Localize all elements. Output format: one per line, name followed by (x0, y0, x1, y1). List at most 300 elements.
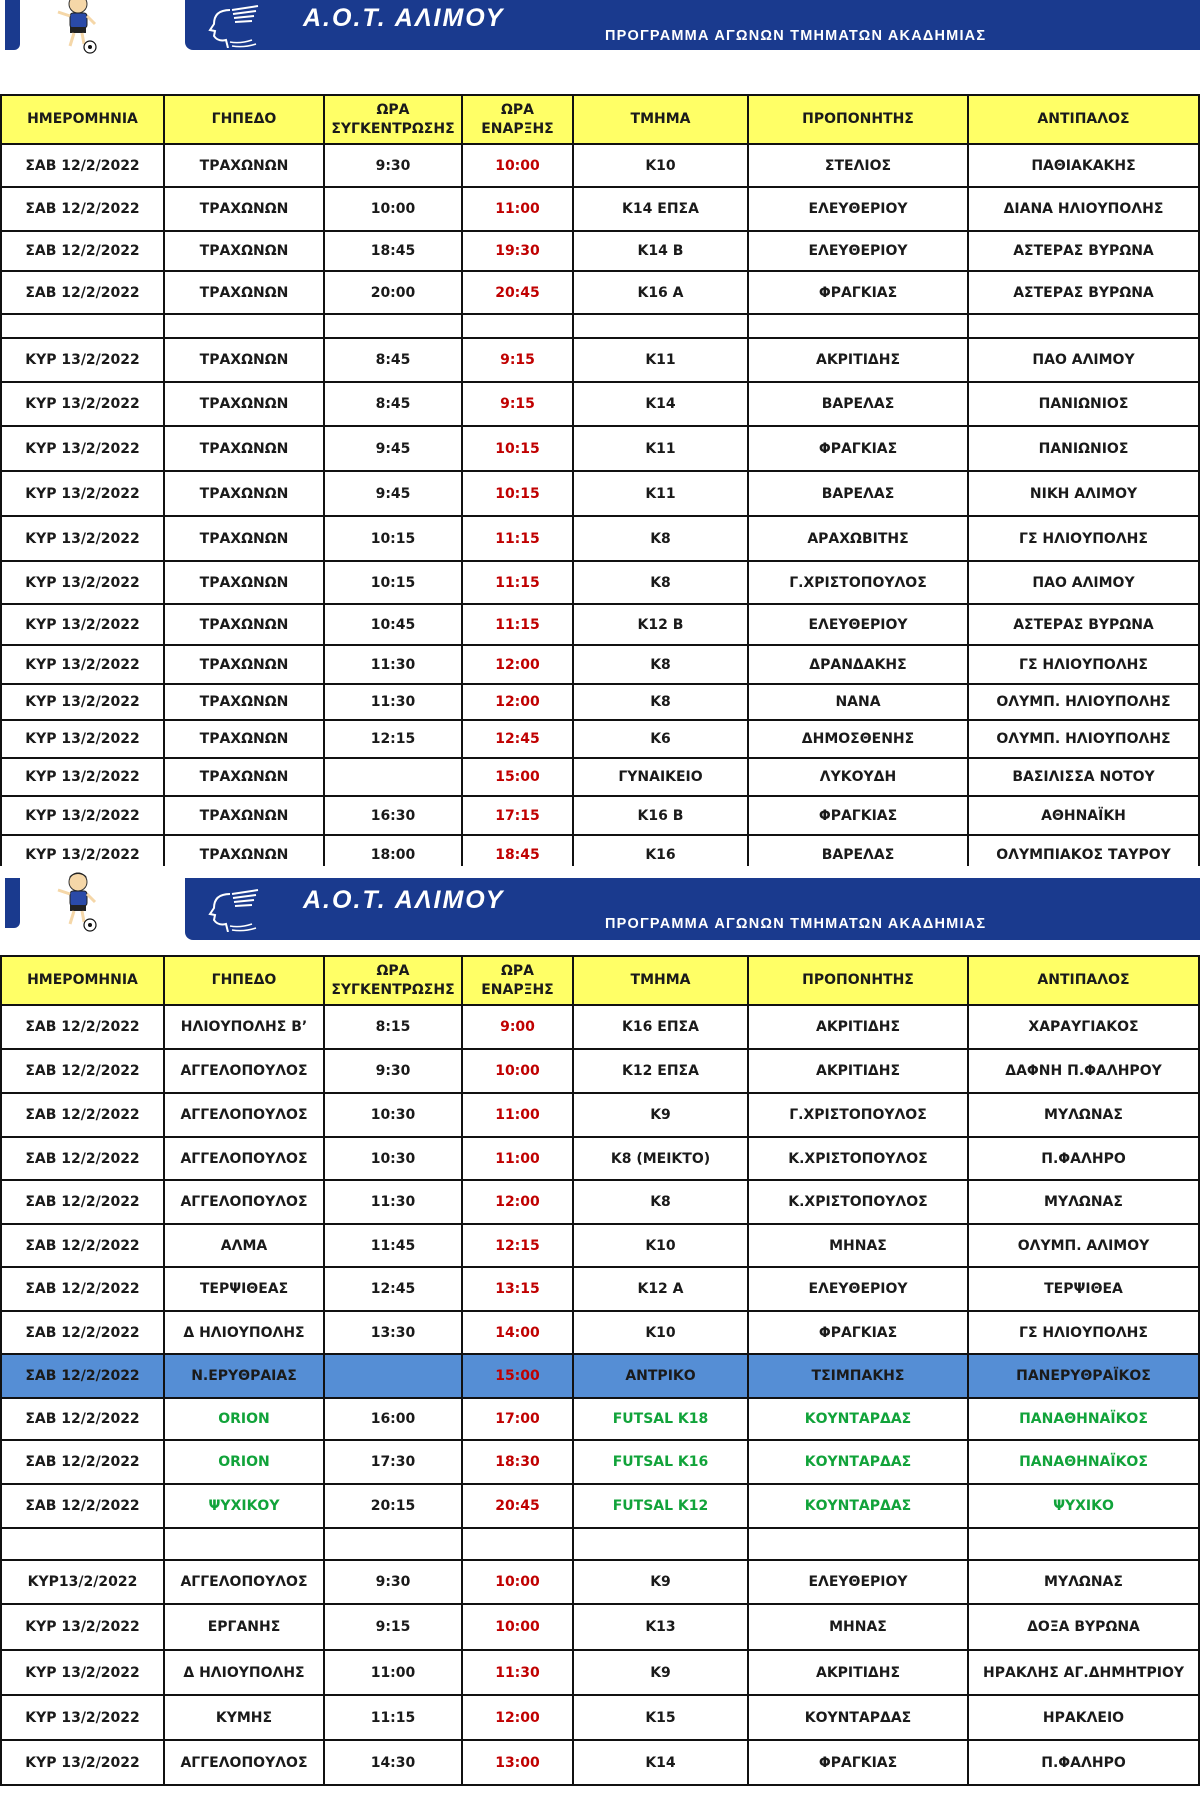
cell-team (573, 1528, 748, 1560)
cell-opponent: ΜΥΛΩΝΑΣ (968, 1180, 1199, 1224)
cell-opponent: ΑΘΗΝΑΪΚΗ (968, 796, 1199, 835)
col-header-coach: ΠΡΟΠΟΝΗΤΗΣ (748, 95, 968, 144)
cell-coach: ΔΡΑΝΔΑΚΗΣ (748, 645, 968, 684)
header-banner-1 (0, 0, 1200, 64)
cell-start-time: 11:15 (462, 604, 573, 645)
cell-coach: ΜΗΝΑΣ (748, 1224, 968, 1267)
cell-field: ΤΡΑΧΩΝΩΝ (164, 271, 324, 314)
schedule-table-1-viewport (0, 94, 1200, 866)
cell-date: ΚΥΡ 13/2/2022 (1, 338, 164, 382)
cell-opponent: ΑΣΤΕΡΑΣ ΒΥΡΩΝΑ (968, 271, 1199, 314)
cell-start-time: 13:00 (462, 1740, 573, 1785)
col-header-start-time (462, 956, 573, 1005)
cell-start-time: 9:15 (462, 382, 573, 426)
cell-team: Κ11 (573, 426, 748, 471)
cell-gather-time: 16:30 (324, 796, 462, 835)
cell-date: ΣΑΒ 12/2/2022 (1, 144, 164, 187)
cell-coach: ΜΗΝΑΣ (748, 1604, 968, 1650)
table-row (1, 1560, 1199, 1604)
cell-gather-time: 13:30 (324, 1311, 462, 1354)
col-header-date: ΗΜΕΡΟΜΗΝΙΑ (1, 956, 164, 1005)
cell-field: ΑΓΓΕΛΟΠΟΥΛΟΣ (164, 1093, 324, 1137)
cell-field: ΤΡΑΧΩΝΩΝ (164, 144, 324, 187)
cell-start-time: 12:00 (462, 684, 573, 720)
cell-start-time: 10:00 (462, 1560, 573, 1604)
cell-team: Κ10 (573, 1311, 748, 1354)
cell-start-time: 20:45 (462, 1484, 573, 1528)
cell-start-time: 15:00 (462, 1354, 573, 1398)
col-header-team: ΤΜΗΜΑ (573, 956, 748, 1005)
cell-opponent: ΠΑΝΙΩΝΙΟΣ (968, 426, 1199, 471)
cell-start-time: 10:00 (462, 144, 573, 187)
cell-team: Κ11 (573, 471, 748, 516)
cell-date: ΣΑΒ 12/2/2022 (1, 1049, 164, 1093)
cell-date: ΣΑΒ 12/2/2022 (1, 1267, 164, 1311)
cell-gather-time: 11:30 (324, 645, 462, 684)
cell-start-time: 17:00 (462, 1398, 573, 1440)
cell-gather-time: 8:15 (324, 1005, 462, 1049)
cell-gather-time: 14:30 (324, 1740, 462, 1785)
col-header-gather-time (324, 95, 462, 144)
cell-coach: ΑΚΡΙΤΙΔΗΣ (748, 1650, 968, 1695)
cell-team: Κ13 (573, 1604, 748, 1650)
cell-start-time: 9:00 (462, 1005, 573, 1049)
cell-coach: ΦΡΑΓΚΙΑΣ (748, 1311, 968, 1354)
col-header-team: ΤΜΗΜΑ (573, 95, 748, 144)
table-row (1, 231, 1199, 271)
col-header-opponent: ΑΝΤΙΠΑΛΟΣ (968, 95, 1199, 144)
cell-date: ΚΥΡ 13/2/2022 (1, 426, 164, 471)
cell-team: ΑΝΤΡΙΚΟ (573, 1354, 748, 1398)
cell-team: Κ16 Β (573, 796, 748, 835)
cell-field: ΑΓΓΕΛΟΠΟΥΛΟΣ (164, 1137, 324, 1180)
cell-coach: ΕΛΕΥΘΕΡΙΟΥ (748, 187, 968, 231)
cell-opponent: ΝΙΚΗ ΑΛΙΜΟΥ (968, 471, 1199, 516)
cell-gather-time: 17:30 (324, 1440, 462, 1484)
cell-opponent: ΨΥΧΙΚΟ (968, 1484, 1199, 1528)
table-row (1, 1604, 1199, 1650)
cell-coach: ΒΑΡΕΛΑΣ (748, 382, 968, 426)
cell-gather-time: 9:30 (324, 1049, 462, 1093)
cell-date: ΚΥΡ 13/2/2022 (1, 604, 164, 645)
cell-date: ΣΑΒ 12/2/2022 (1, 271, 164, 314)
cell-field: ΨΥΧΙΚΟΥ (164, 1484, 324, 1528)
table-row (1, 1650, 1199, 1695)
header-banner-2 (0, 878, 1200, 942)
left-accent-bar (5, 0, 20, 50)
cell-gather-time (324, 1354, 462, 1398)
cell-opponent: ΟΛΥΜΠ. ΗΛΙΟΥΠΟΛΗΣ (968, 684, 1199, 720)
cell-coach: Γ.ΧΡΙΣΤΟΠΟΥΛΟΣ (748, 1093, 968, 1137)
schedule-subtitle: ΠΡΟΓΡΑΜΜΑ ΑΓΩΝΩΝ ΤΜΗΜΑΤΩΝ ΑΚΑΔΗΜΙΑΣ (605, 28, 987, 44)
col-header-start-line1: ΩΡΑ (501, 101, 534, 118)
cell-team: Κ16 (573, 835, 748, 866)
cell-gather-time: 20:15 (324, 1484, 462, 1528)
schedule-table-1 (0, 94, 1200, 866)
cell-start-time: 11:00 (462, 1137, 573, 1180)
table-row (1, 561, 1199, 604)
table-row (1, 645, 1199, 684)
cell-field: ΤΡΑΧΩΝΩΝ (164, 835, 324, 866)
cell-date: ΚΥΡ 13/2/2022 (1, 1740, 164, 1785)
cell-team: Κ9 (573, 1650, 748, 1695)
cell-date: ΚΥΡ 13/2/2022 (1, 382, 164, 426)
title-band (185, 0, 1200, 50)
cell-gather-time: 10:30 (324, 1137, 462, 1180)
schedule-table-2 (0, 955, 1200, 1786)
hermes-head-icon (200, 2, 260, 48)
cell-coach: ΝΑΝΑ (748, 684, 968, 720)
table-row (1, 1049, 1199, 1093)
cell-gather-time: 10:45 (324, 604, 462, 645)
cell-opponent (968, 1528, 1199, 1560)
cell-start-time: 19:30 (462, 231, 573, 271)
cell-date: ΣΑΒ 12/2/2022 (1, 1180, 164, 1224)
cell-start-time: 18:30 (462, 1440, 573, 1484)
cell-gather-time: 9:15 (324, 1604, 462, 1650)
cell-date: ΣΑΒ 12/2/2022 (1, 1093, 164, 1137)
cell-team: Κ8 (573, 684, 748, 720)
cell-field: ORION (164, 1398, 324, 1440)
cell-start-time: 12:00 (462, 645, 573, 684)
kid-footballer-icon (40, 0, 115, 56)
col-header-gather-line1: ΩΡΑ (376, 101, 410, 118)
cell-date (1, 314, 164, 338)
col-header-start-line2: ΕΝΑΡΞΗΣ (481, 981, 554, 998)
cell-field: ΑΓΓΕΛΟΠΟΥΛΟΣ (164, 1180, 324, 1224)
cell-coach: ΦΡΑΓΚΙΑΣ (748, 271, 968, 314)
cell-team: Κ14 ΕΠΣΑ (573, 187, 748, 231)
table-row (1, 1267, 1199, 1311)
table-row (1, 1311, 1199, 1354)
cell-gather-time: 11:45 (324, 1224, 462, 1267)
table-row (1, 187, 1199, 231)
club-name: Α.Ο.Τ. ΑΛΙΜΟΥ (303, 886, 505, 914)
cell-date: ΣΑΒ 12/2/2022 (1, 1398, 164, 1440)
cell-field: ΤΡΑΧΩΝΩΝ (164, 231, 324, 271)
cell-start-time: 15:00 (462, 758, 573, 796)
table-row (1, 1137, 1199, 1180)
cell-team: Κ6 (573, 720, 748, 758)
cell-coach: ΛΥΚΟΥΔΗ (748, 758, 968, 796)
cell-opponent: ΠΑΘΙΑΚΑΚΗΣ (968, 144, 1199, 187)
cell-coach: ΑΚΡΙΤΙΔΗΣ (748, 1049, 968, 1093)
cell-coach: ΚΟΥΝΤΑΡΔΑΣ (748, 1440, 968, 1484)
cell-field: ΤΡΑΧΩΝΩΝ (164, 758, 324, 796)
cell-date: ΚΥΡ 13/2/2022 (1, 720, 164, 758)
cell-opponent: ΠΑΝΑΘΗΝΑΪΚΟΣ (968, 1440, 1199, 1484)
cell-date: ΚΥΡ 13/2/2022 (1, 758, 164, 796)
table-row (1, 835, 1199, 866)
table-row (1, 1398, 1199, 1440)
table-header-row (1, 956, 1199, 1005)
left-accent-bar (5, 878, 20, 928)
cell-start-time: 11:15 (462, 561, 573, 604)
col-header-start-time (462, 95, 573, 144)
cell-gather-time: 10:15 (324, 516, 462, 561)
cell-opponent: ΜΥΛΩΝΑΣ (968, 1093, 1199, 1137)
table-row (1, 1224, 1199, 1267)
cell-start-time: 9:15 (462, 338, 573, 382)
cell-field: ΤΡΑΧΩΝΩΝ (164, 796, 324, 835)
col-header-gather-line2: ΣΥΓΚΕΝΤΡΩΣΗΣ (331, 120, 455, 137)
cell-team: Κ8 (573, 1180, 748, 1224)
cell-gather-time: 10:15 (324, 561, 462, 604)
cell-date: ΣΑΒ 12/2/2022 (1, 1224, 164, 1267)
cell-opponent: Π.ΦΑΛΗΡΟ (968, 1740, 1199, 1785)
cell-gather-time: 12:45 (324, 1267, 462, 1311)
spacer-row (1, 314, 1199, 338)
cell-team: Κ14 (573, 1740, 748, 1785)
cell-field (164, 1528, 324, 1560)
cell-team: Κ12 Α (573, 1267, 748, 1311)
cell-date: ΣΑΒ 12/2/2022 (1, 187, 164, 231)
cell-date: ΚΥΡ 13/2/2022 (1, 645, 164, 684)
cell-opponent: ΓΣ ΗΛΙΟΥΠΟΛΗΣ (968, 516, 1199, 561)
cell-date: ΚΥΡ13/2/2022 (1, 1560, 164, 1604)
cell-team: Κ10 (573, 144, 748, 187)
cell-field: ORION (164, 1440, 324, 1484)
cell-start-time: 12:15 (462, 1224, 573, 1267)
table-row (1, 1180, 1199, 1224)
col-header-coach: ΠΡΟΠΟΝΗΤΗΣ (748, 956, 968, 1005)
col-header-start-line2: ΕΝΑΡΞΗΣ (481, 120, 554, 137)
cell-team: Κ10 (573, 1224, 748, 1267)
cell-coach: ΑΚΡΙΤΙΔΗΣ (748, 338, 968, 382)
cell-gather-time: 18:45 (324, 231, 462, 271)
cell-date: ΚΥΡ 13/2/2022 (1, 835, 164, 866)
cell-start-time: 12:00 (462, 1695, 573, 1740)
cell-field: ΤΡΑΧΩΝΩΝ (164, 561, 324, 604)
cell-field: Ν.ΕΡΥΘΡΑΙΑΣ (164, 1354, 324, 1398)
cell-team: FUTSAL K16 (573, 1440, 748, 1484)
col-header-gather-line1: ΩΡΑ (376, 962, 410, 979)
cell-team: Κ11 (573, 338, 748, 382)
cell-gather-time: 11:00 (324, 1650, 462, 1695)
cell-coach: ΑΚΡΙΤΙΔΗΣ (748, 1005, 968, 1049)
cell-start-time: 20:45 (462, 271, 573, 314)
col-header-start-line1: ΩΡΑ (501, 962, 534, 979)
cell-field: ΤΡΑΧΩΝΩΝ (164, 338, 324, 382)
cell-opponent: ΑΣΤΕΡΑΣ ΒΥΡΩΝΑ (968, 604, 1199, 645)
cell-date: ΣΑΒ 12/2/2022 (1, 1311, 164, 1354)
cell-date: ΚΥΡ 13/2/2022 (1, 516, 164, 561)
cell-team: Κ8 (573, 645, 748, 684)
cell-opponent: ΔΑΦΝΗ Π.ΦΑΛΗΡΟΥ (968, 1049, 1199, 1093)
cell-coach: ΕΛΕΥΘΕΡΙΟΥ (748, 1560, 968, 1604)
cell-field: ΑΓΓΕΛΟΠΟΥΛΟΣ (164, 1049, 324, 1093)
cell-field: ΤΡΑΧΩΝΩΝ (164, 516, 324, 561)
cell-date: ΚΥΡ 13/2/2022 (1, 1604, 164, 1650)
cell-field: Δ ΗΛΙΟΥΠΟΛΗΣ (164, 1311, 324, 1354)
table-row (1, 684, 1199, 720)
cell-date (1, 1528, 164, 1560)
cell-coach: ΕΛΕΥΘΕΡΙΟΥ (748, 604, 968, 645)
table-row (1, 1484, 1199, 1528)
cell-start-time (462, 314, 573, 338)
cell-coach: Κ.ΧΡΙΣΤΟΠΟΥΛΟΣ (748, 1180, 968, 1224)
cell-gather-time (324, 1528, 462, 1560)
cell-field: ΤΡΑΧΩΝΩΝ (164, 684, 324, 720)
table-row (1, 1740, 1199, 1785)
table-row (1, 796, 1199, 835)
cell-start-time: 11:30 (462, 1650, 573, 1695)
schedule-subtitle: ΠΡΟΓΡΑΜΜΑ ΑΓΩΝΩΝ ΤΜΗΜΑΤΩΝ ΑΚΑΔΗΜΙΑΣ (605, 916, 987, 932)
cell-date: ΚΥΡ 13/2/2022 (1, 1650, 164, 1695)
cell-coach: ΔΗΜΟΣΘΕΝΗΣ (748, 720, 968, 758)
cell-team: FUTSAL K18 (573, 1398, 748, 1440)
cell-field: ΕΡΓΑΝΗΣ (164, 1604, 324, 1650)
cell-field: ΑΓΓΕΛΟΠΟΥΛΟΣ (164, 1740, 324, 1785)
spacer-row (1, 1528, 1199, 1560)
table-row (1, 758, 1199, 796)
cell-coach: Κ.ΧΡΙΣΤΟΠΟΥΛΟΣ (748, 1137, 968, 1180)
table-row (1, 720, 1199, 758)
col-header-field: ΓΗΠΕΔΟ (164, 956, 324, 1005)
cell-opponent: ΑΣΤΕΡΑΣ ΒΥΡΩΝΑ (968, 231, 1199, 271)
cell-coach: ΒΑΡΕΛΑΣ (748, 471, 968, 516)
cell-start-time: 17:15 (462, 796, 573, 835)
cell-opponent: Π.ΦΑΛΗΡΟ (968, 1137, 1199, 1180)
cell-start-time: 12:45 (462, 720, 573, 758)
cell-opponent: ΟΛΥΜΠ. ΑΛΙΜΟΥ (968, 1224, 1199, 1267)
cell-opponent: ΓΣ ΗΛΙΟΥΠΟΛΗΣ (968, 645, 1199, 684)
cell-opponent: ΗΡΑΚΛΕΙΟ (968, 1695, 1199, 1740)
cell-gather-time: 9:45 (324, 471, 462, 516)
cell-team: Κ9 (573, 1560, 748, 1604)
cell-team: Κ12 Β (573, 604, 748, 645)
cell-coach: ΚΟΥΝΤΑΡΔΑΣ (748, 1398, 968, 1440)
cell-opponent: ΗΡΑΚΛΗΣ ΑΓ.ΔΗΜΗΤΡΙΟΥ (968, 1650, 1199, 1695)
cell-opponent: ΠΑΟ ΑΛΙΜΟΥ (968, 338, 1199, 382)
cell-coach: ΕΛΕΥΘΕΡΙΟΥ (748, 1267, 968, 1311)
table-row (1, 516, 1199, 561)
table-row (1, 338, 1199, 382)
cell-coach: ΦΡΑΓΚΙΑΣ (748, 426, 968, 471)
cell-opponent: ΠΑΝΕΡΥΘΡΑΪΚΟΣ (968, 1354, 1199, 1398)
col-header-gather-time (324, 956, 462, 1005)
cell-opponent: ΠΑΝΑΘΗΝΑΪΚΟΣ (968, 1398, 1199, 1440)
cell-opponent: ΠΑΟ ΑΛΙΜΟΥ (968, 561, 1199, 604)
cell-team: ΓΥΝΑΙΚΕΙΟ (573, 758, 748, 796)
cell-team: Κ14 (573, 382, 748, 426)
cell-date: ΚΥΡ 13/2/2022 (1, 684, 164, 720)
cell-gather-time: 18:00 (324, 835, 462, 866)
cell-coach: Γ.ΧΡΙΣΤΟΠΟΥΛΟΣ (748, 561, 968, 604)
cell-field: ΤΡΑΧΩΝΩΝ (164, 720, 324, 758)
table-row (1, 1440, 1199, 1484)
col-header-field: ΓΗΠΕΔΟ (164, 95, 324, 144)
cell-start-time: 10:15 (462, 471, 573, 516)
table-row (1, 144, 1199, 187)
cell-coach: ΦΡΑΓΚΙΑΣ (748, 796, 968, 835)
cell-gather-time: 10:00 (324, 187, 462, 231)
cell-field: ΗΛΙΟΥΠΟΛΗΣ Β’ (164, 1005, 324, 1049)
cell-gather-time: 10:30 (324, 1093, 462, 1137)
cell-coach: ΑΡΑΧΩΒΙΤΗΣ (748, 516, 968, 561)
cell-date: ΚΥΡ 13/2/2022 (1, 1695, 164, 1740)
cell-date: ΣΑΒ 12/2/2022 (1, 1137, 164, 1180)
cell-coach: ΣΤΕΛΙΟΣ (748, 144, 968, 187)
table-row (1, 1695, 1199, 1740)
cell-gather-time: 9:45 (324, 426, 462, 471)
cell-field: ΤΕΡΨΙΘΕΑΣ (164, 1267, 324, 1311)
cell-opponent: ΒΑΣΙΛΙΣΣΑ ΝΟΤΟΥ (968, 758, 1199, 796)
cell-team: Κ8 (573, 516, 748, 561)
col-header-opponent: ΑΝΤΙΠΑΛΟΣ (968, 956, 1199, 1005)
cell-coach: ΒΑΡΕΛΑΣ (748, 835, 968, 866)
cell-coach: ΦΡΑΓΚΙΑΣ (748, 1740, 968, 1785)
cell-date: ΣΑΒ 12/2/2022 (1, 231, 164, 271)
table-row (1, 1354, 1199, 1398)
cell-gather-time: 9:30 (324, 144, 462, 187)
cell-opponent: ΓΣ ΗΛΙΟΥΠΟΛΗΣ (968, 1311, 1199, 1354)
cell-gather-time: 12:15 (324, 720, 462, 758)
cell-field: Δ ΗΛΙΟΥΠΟΛΗΣ (164, 1650, 324, 1695)
cell-field: ΚΥΜΗΣ (164, 1695, 324, 1740)
cell-date: ΚΥΡ 13/2/2022 (1, 796, 164, 835)
cell-team: Κ12 ΕΠΣΑ (573, 1049, 748, 1093)
table-row (1, 471, 1199, 516)
cell-gather-time: 20:00 (324, 271, 462, 314)
cell-date: ΣΑΒ 12/2/2022 (1, 1005, 164, 1049)
table-row (1, 1005, 1199, 1049)
cell-start-time: 14:00 (462, 1311, 573, 1354)
table-row (1, 426, 1199, 471)
table-row (1, 382, 1199, 426)
cell-start-time: 10:00 (462, 1049, 573, 1093)
cell-gather-time: 8:45 (324, 382, 462, 426)
cell-coach (748, 1528, 968, 1560)
cell-team (573, 314, 748, 338)
cell-start-time: 10:00 (462, 1604, 573, 1650)
cell-date: ΚΥΡ 13/2/2022 (1, 471, 164, 516)
cell-team: Κ8 (573, 561, 748, 604)
cell-gather-time (324, 314, 462, 338)
cell-opponent: ΟΛΥΜΠ. ΗΛΙΟΥΠΟΛΗΣ (968, 720, 1199, 758)
cell-date: ΣΑΒ 12/2/2022 (1, 1484, 164, 1528)
cell-team: Κ8 (ΜΕΙΚΤΟ) (573, 1137, 748, 1180)
cell-start-time: 11:00 (462, 187, 573, 231)
cell-start-time: 11:15 (462, 516, 573, 561)
cell-gather-time: 11:30 (324, 1180, 462, 1224)
cell-coach: ΚΟΥΝΤΑΡΔΑΣ (748, 1484, 968, 1528)
table-row (1, 271, 1199, 314)
cell-start-time: 13:15 (462, 1267, 573, 1311)
cell-field: ΤΡΑΧΩΝΩΝ (164, 471, 324, 516)
cell-team: Κ9 (573, 1093, 748, 1137)
cell-coach: ΕΛΕΥΘΕΡΙΟΥ (748, 231, 968, 271)
cell-date: ΣΑΒ 12/2/2022 (1, 1354, 164, 1398)
col-header-date: ΗΜΕΡΟΜΗΝΙΑ (1, 95, 164, 144)
cell-opponent: ΜΥΛΩΝΑΣ (968, 1560, 1199, 1604)
cell-field: ΤΡΑΧΩΝΩΝ (164, 604, 324, 645)
cell-field: ΤΡΑΧΩΝΩΝ (164, 382, 324, 426)
cell-coach: ΤΣΙΜΠΑΚΗΣ (748, 1354, 968, 1398)
hermes-head-icon (200, 886, 260, 932)
cell-gather-time: 8:45 (324, 338, 462, 382)
cell-opponent: ΧΑΡΑΥΓΙΑΚΟΣ (968, 1005, 1199, 1049)
cell-coach: ΚΟΥΝΤΑΡΔΑΣ (748, 1695, 968, 1740)
club-name: Α.Ο.Τ. ΑΛΙΜΟΥ (303, 4, 505, 32)
cell-gather-time: 11:15 (324, 1695, 462, 1740)
cell-opponent: ΔΙΑΝΑ ΗΛΙΟΥΠΟΛΗΣ (968, 187, 1199, 231)
title-band (185, 878, 1200, 940)
cell-gather-time: 9:30 (324, 1560, 462, 1604)
cell-field: ΤΡΑΧΩΝΩΝ (164, 426, 324, 471)
cell-team: Κ14 Β (573, 231, 748, 271)
cell-team: Κ16 Α (573, 271, 748, 314)
